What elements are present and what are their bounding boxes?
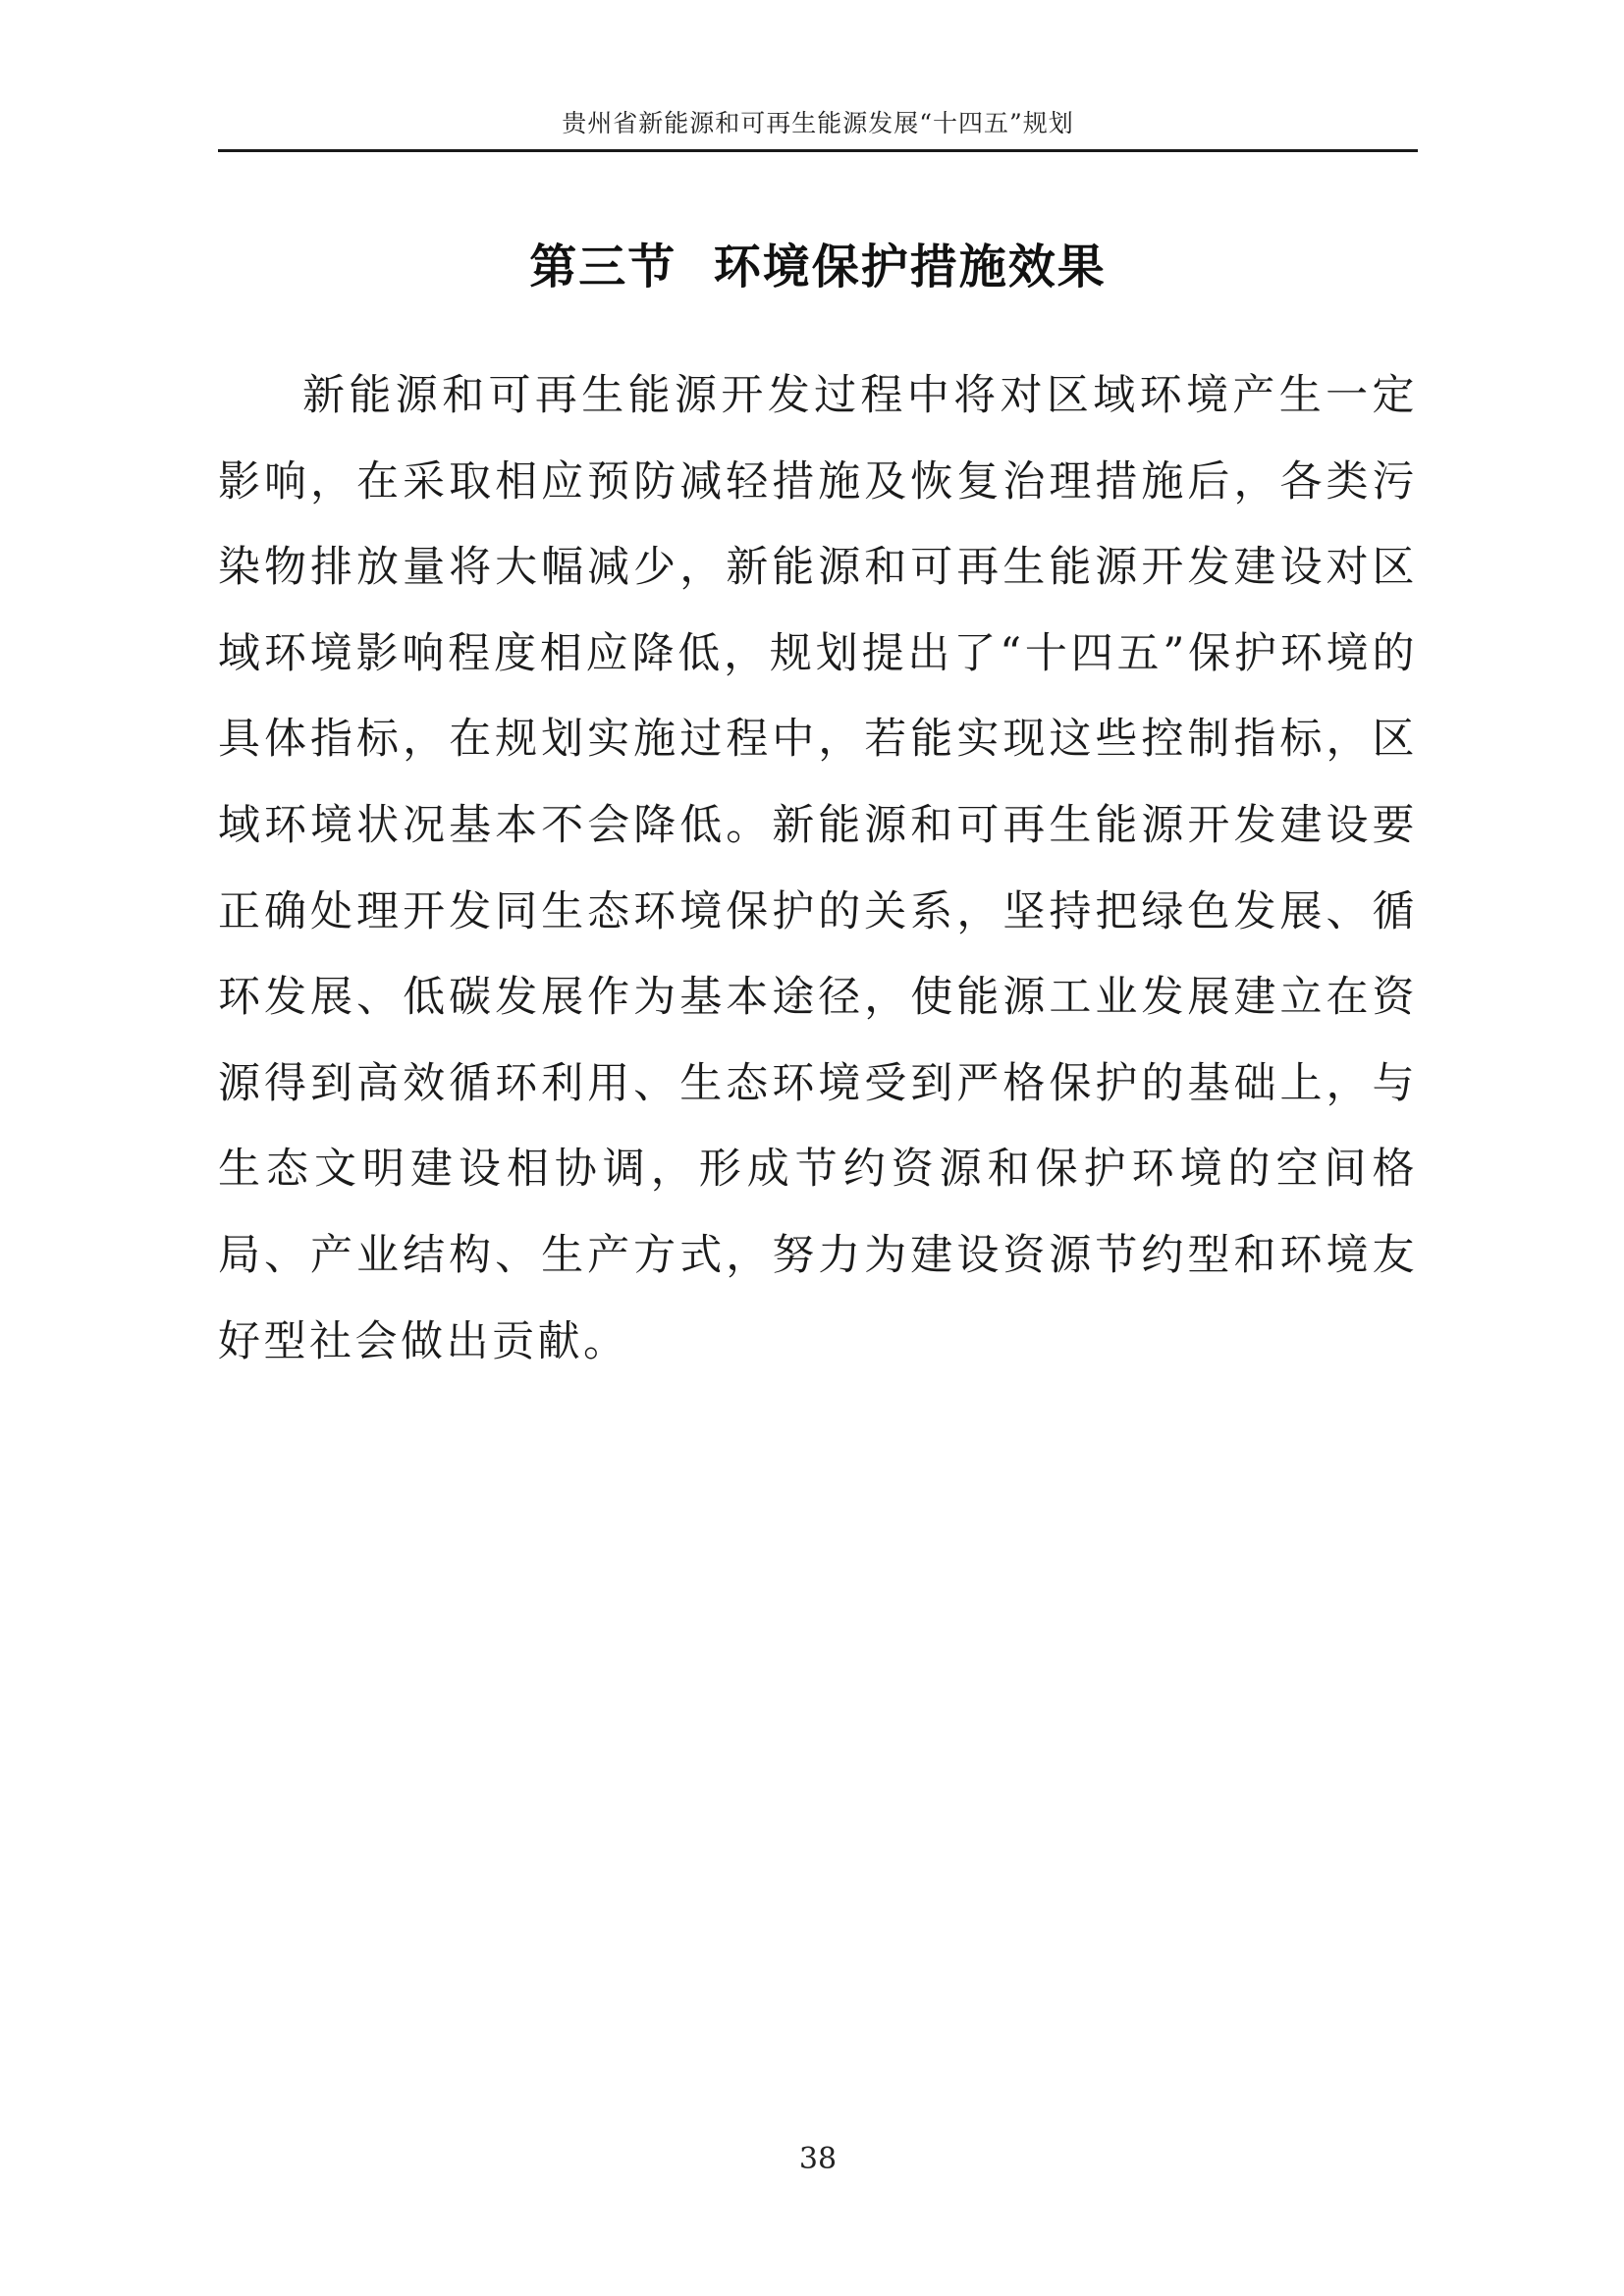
section-title: 第三节 环境保护措施效果 bbox=[529, 240, 1107, 294]
body-paragraph: 新能源和可再生能源开发过程中将对区域环境产生一定影响，在采取相应预防减轻措施及恢复治理措施后，各类污染物排放量将大幅减少，新能源和可再生能源开发建设对区域环境影响程度相应降低，规划提出了“十四五”保护环境的具体指标，在规划实施过程中，若能实现这些控制指标，区域环境状况基本不会降低。新能源和可再生能源开发建设要正确处理开发同生态环境保护的关系，坚持把绿色发展、循环发展、低碳发展作为基本途径，使能源工业发展建立在资源得到高效循环利用、生态环境受到严格保护的基础上，与生态文明建设相协调，形成节约资源和保护环境的空间格局、产业结构、生产方式，努力为建设资源节约型和环境友好型社会做出贡献。 bbox=[218, 371, 1418, 1366]
running-header: 贵州省新能源和可再生能源发展“十四五”规划 bbox=[562, 109, 1074, 137]
header-divider bbox=[218, 149, 1418, 152]
page-number: 38 bbox=[798, 2142, 838, 2176]
